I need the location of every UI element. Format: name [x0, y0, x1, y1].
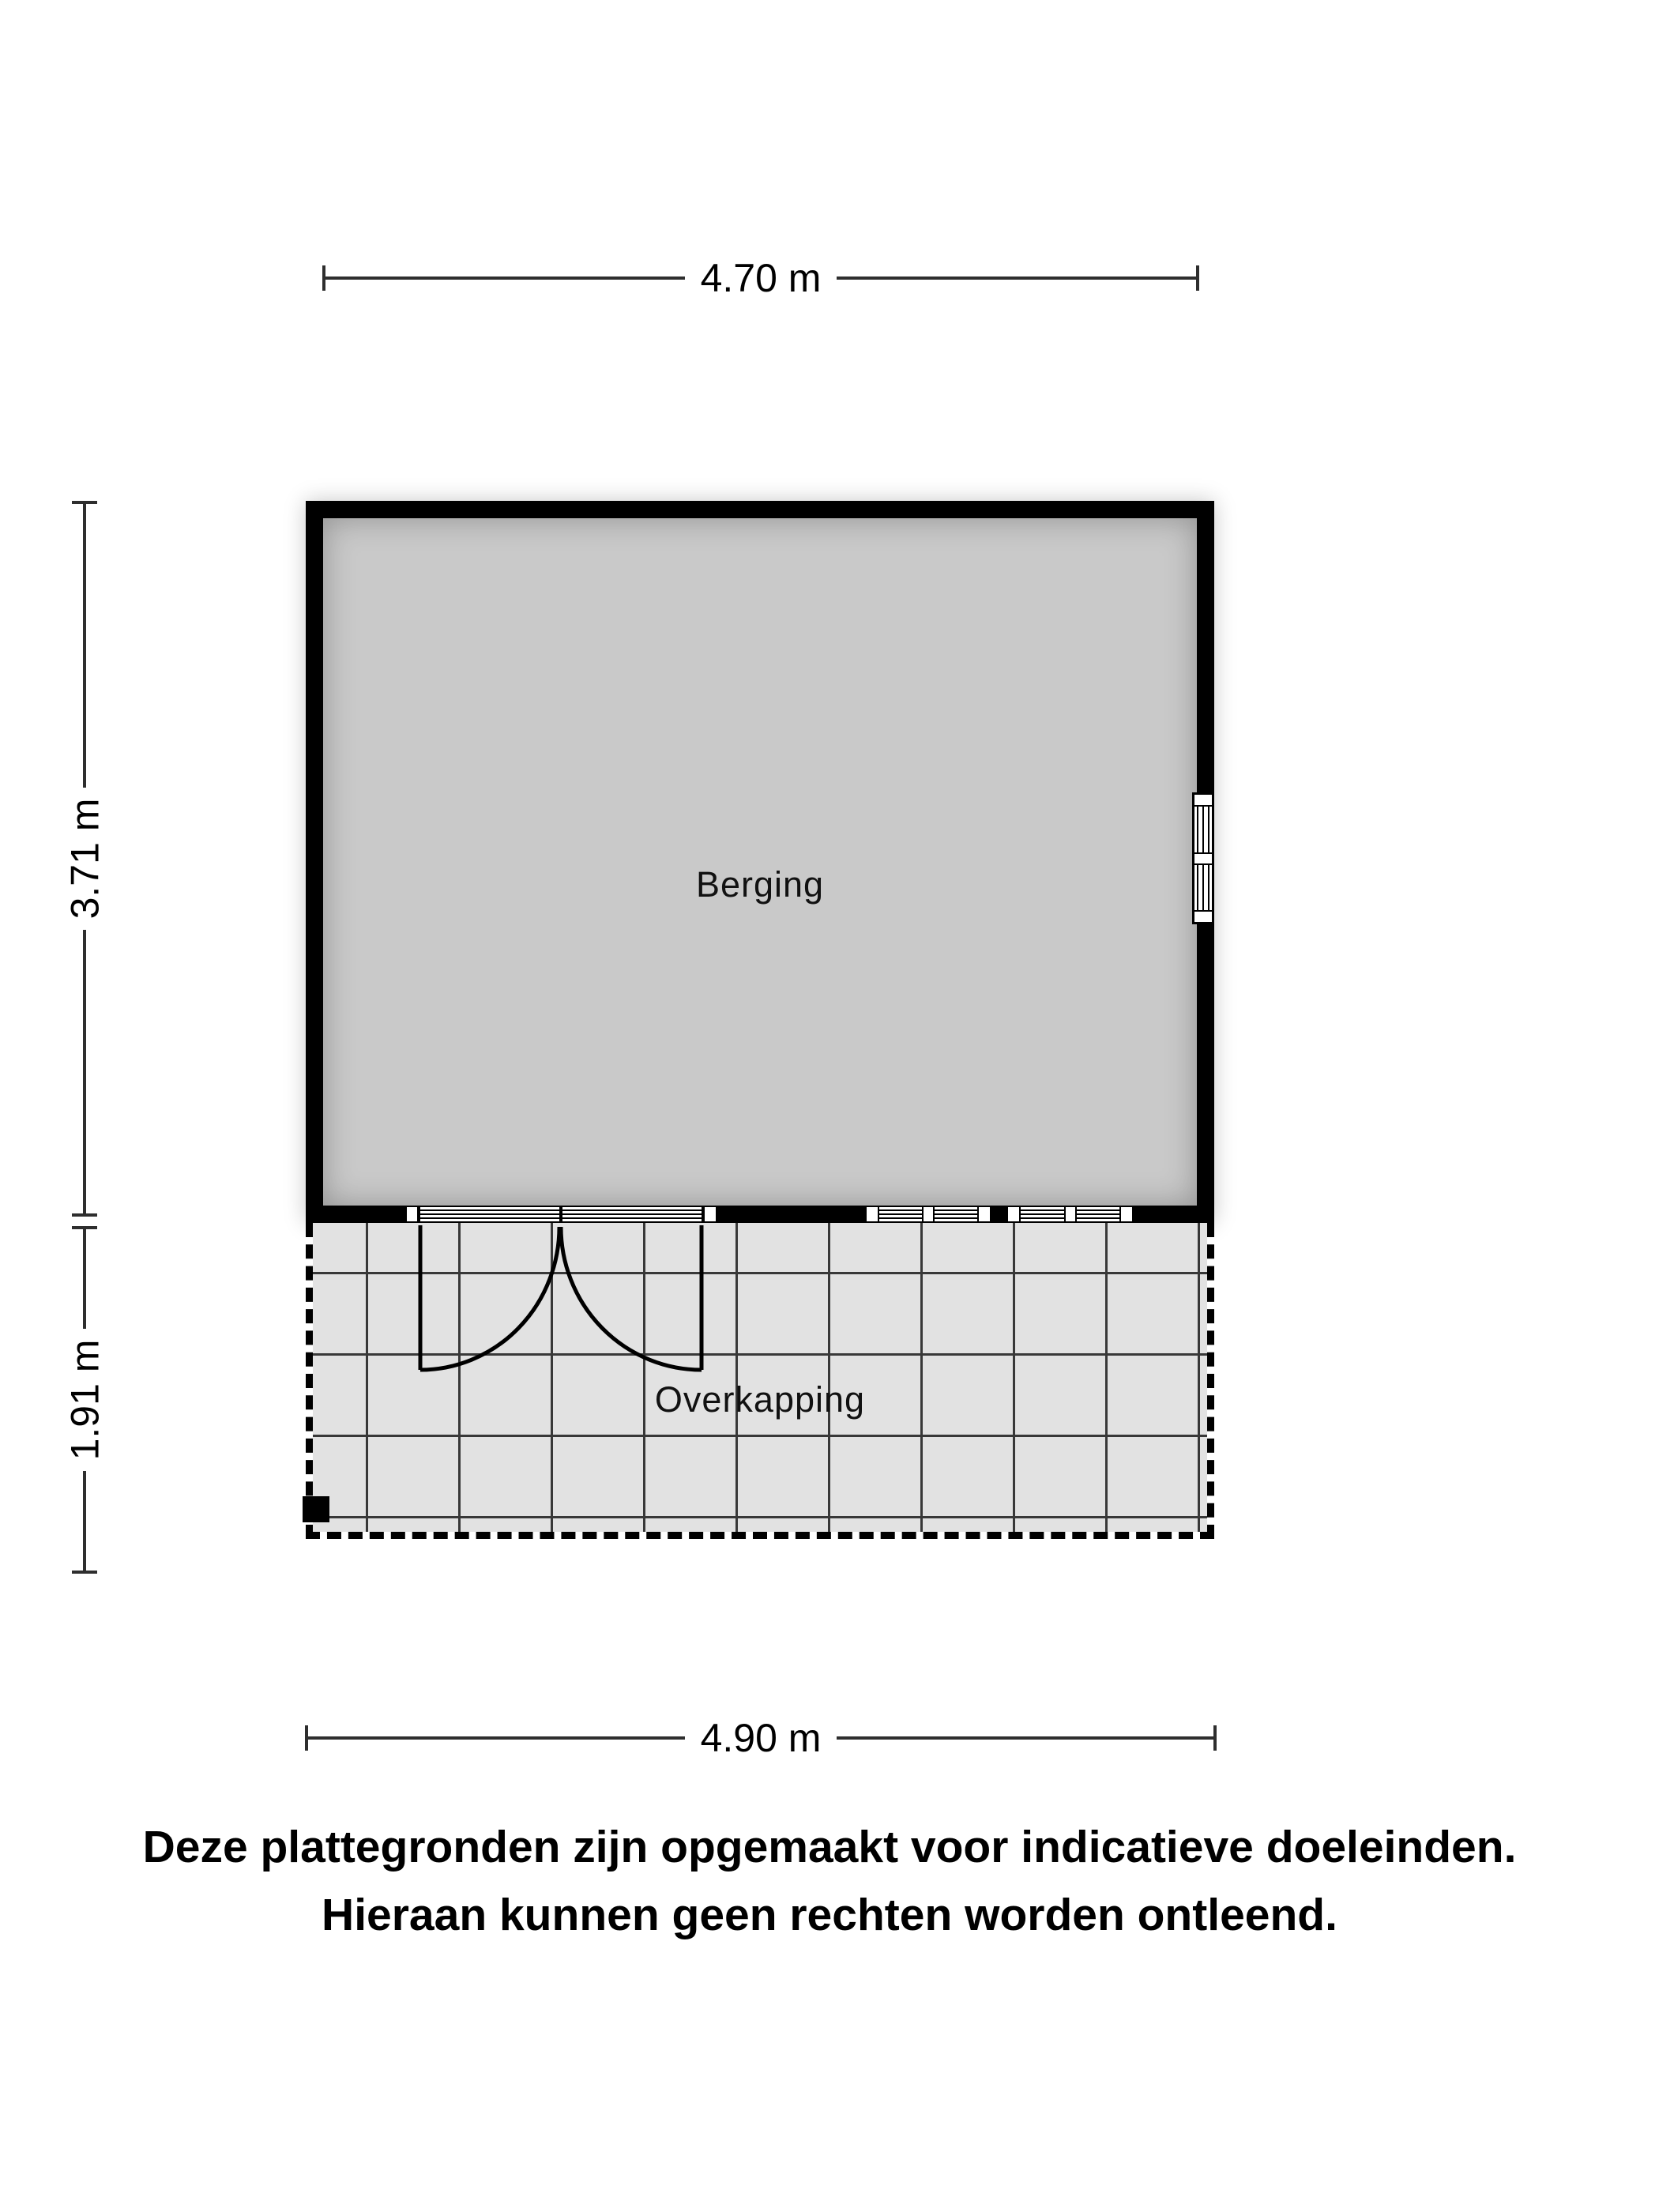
dimension-label-left: 3.71 m: [62, 798, 107, 920]
disclaimer-line-2: Hieraan kunnen geen rechten worden ontleend.: [322, 1889, 1337, 1940]
door-arc-left: [420, 1227, 559, 1370]
window-symbol-right-wall: [1192, 792, 1214, 924]
window-sill: [1194, 795, 1212, 807]
door-swing-arcs: [399, 1223, 723, 1381]
window-sill: [1194, 852, 1212, 865]
canopy-label-wrap: [313, 1379, 1207, 1420]
dimension-line: [325, 276, 685, 280]
window-sill: [977, 1207, 990, 1221]
dimension-bottom-width: [305, 1716, 1217, 1760]
canopy-overkapping-label: Overkapping: [654, 1379, 866, 1420]
dimension-tick: [1213, 1725, 1217, 1751]
dimension-line: [837, 276, 1196, 280]
window-sill: [1119, 1207, 1132, 1221]
dimension-line: [308, 1736, 685, 1740]
dimension-canopy-height: [62, 1226, 107, 1574]
window-sill: [1064, 1207, 1077, 1221]
window-glass: [879, 1207, 922, 1221]
disclaimer-line-1: Deze plattegronden zijn opgemaakt voor indicatieve doeleinden.: [142, 1822, 1517, 1872]
dimension-left-height: [62, 501, 107, 1217]
window-glass: [1194, 865, 1212, 911]
door-jamb-left: [405, 1206, 419, 1223]
dimension-label-canopy: 1.91 m: [62, 1339, 107, 1461]
window-symbol-bottom-a: [865, 1206, 991, 1223]
dimension-line: [83, 1471, 86, 1571]
window-sill: [922, 1207, 935, 1221]
dimension-top-width: [322, 256, 1199, 300]
double-door-symbol: [419, 1206, 703, 1223]
window-glass: [1194, 807, 1212, 852]
room-berging: [306, 501, 1214, 1223]
dimension-tick: [72, 1571, 97, 1574]
disclaimer: [0, 1814, 1659, 1949]
door-arc-right: [561, 1227, 702, 1370]
dimension-line: [83, 1229, 86, 1329]
dimension-tick: [72, 1213, 97, 1217]
window-sill: [1008, 1207, 1021, 1221]
window-sill: [867, 1207, 879, 1221]
window-glass: [935, 1207, 977, 1221]
window-glass: [1077, 1207, 1120, 1221]
dimension-label-top: 4.70 m: [700, 256, 822, 300]
door-meeting-stile: [559, 1207, 562, 1221]
dimension-line: [83, 504, 86, 788]
room-berging-label: Berging: [695, 864, 825, 905]
room-berging-floor: [323, 518, 1197, 1206]
window-sill: [1194, 910, 1212, 922]
window-symbol-bottom-b: [1006, 1206, 1134, 1223]
window-glass: [1021, 1207, 1064, 1221]
door-jamb-right: [703, 1206, 717, 1223]
support-post: [303, 1496, 329, 1522]
dimension-line: [837, 1736, 1213, 1740]
dimension-line: [83, 930, 86, 1213]
dimension-label-bottom: 4.90 m: [700, 1716, 822, 1760]
dimension-tick: [1196, 265, 1199, 291]
